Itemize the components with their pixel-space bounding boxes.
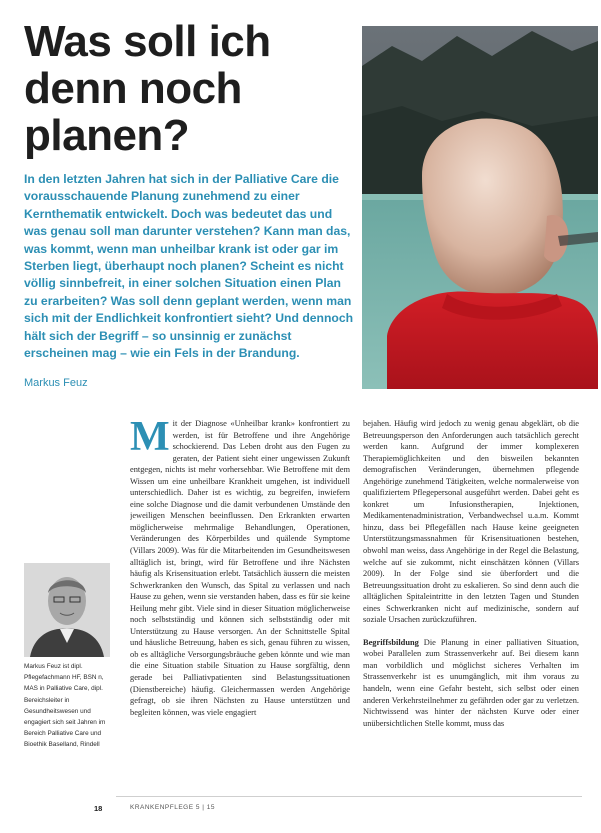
portrait-illustration [24,563,110,657]
body-paragraph [130,418,350,718]
title-line: planen? [24,111,190,160]
footer-divider [116,796,582,797]
title-line: denn noch [24,64,242,113]
photo-illustration [362,26,598,389]
article-column-2 [363,418,579,800]
article-title [24,18,354,159]
magazine-name: KRANKENPFLEGE 5 | 15 [130,804,216,811]
elderly-man-lake-photo [362,26,598,389]
body-paragraph [363,637,579,729]
page-number: 18 [94,804,103,813]
drop-cap: M [130,418,170,460]
body-text: Die Planung in einer palliativen Situation, wobei Parallelen zum Strassenverkehr auf. Bei diesem kann man vorbildlich und möglichst sicheres Verhalten im Strassenverkehr ist es unumgänglich, mit ihm voraus zu handeln, wenn eine Gefahr besteht, sich selbst oder einen anderen Verkehrsteilnehmer zu gefährden oder gar zu verletzen. Nichtwissend was hinter der nächsten Kurve oder einer unübersichtlichen Stelle kommt, muss das [363,637,579,728]
title-line: Was soll ich [24,17,271,66]
author-portrait [24,563,110,657]
subheading: Begriffsbildung [363,637,419,647]
article-column-1 [130,418,350,780]
body-paragraph: bejahen. Häufig wird jedoch zu wenig genau abgeklärt, ob die Betreuungsperson den Anforderungen auch tatsächlich gerecht werden kann. Aufgrund der immer komplexeren Therapiemöglichkeiten und den bisweilen bekannten demografischen Veränderungen, übernehmen pflegende Angehörige zunehmend Tätigkeiten, welche normalerweise von qualifiziertem Pflegepersonal ausgeführt werden. Dabei geht es konkret um Infusionstherapien, Injektionen, Medikamentenadministration, Verbandwechsel u.a.m. Kommt hinzu, dass bei Pflegefällen nach Hause keine geeigneten Unterstützungsmassnahmen für Krisensituationen bestehen, obwohl man weiss, dass Angehörige in der Regel die Belastung, welche auf sie zukommt, nicht einschätzen können (Villars 2009). In der Folge sind sie überfordert und die Betreuungssituation droht zu eskalieren. So sind denn auch die alltäglichen Spitaleintritte in den letzten Tagen und Stunden eines Schwerkranken nicht auf medizinische, sondern auf soziale Ursachen zurückzuführen. [363,419,579,625]
author-name: Markus Feuz [24,377,88,389]
author-bio: Markus Feuz ist dipl. Pflegefachmann HF, BSN n, MAS in Palliative Care, dipl. Bereichsleiter in Gesundheitswesen und engagiert sich seit Jahren im Bereich Palliative Care und Bioethik Baselland, Rindell [24,663,106,749]
body-text: it der Diagnose «Unheilbar krank» konfrontiert zu werden, ist für Betroffene und ihre Angehörige schockierend. Das Leben droht aus den Fugen zu geraten, der Patient sieht einer ungewissen Zukunft entgegen, nichts ist mehr vorhersehbar. Wie Betroffene mit dem Wissen um eine unheilbare Krankheit umgehen, ist individuell unterschiedlich. Daher ist es wichtig, zu begreifen, inwiefern eine solche Diagnose und die damit verbundenen Umstände den jeweiligen Menschen beeinflussen. Den Erkrankten erwarten möglicherweise mehrmalige Behandlungen, Operationen, Veränderungen des Körperbildes und quälende Symptome (Villars 2009). Was für die Mitarbeitenden im Gesundheitswesen alltäglich ist, bringt, wird für Betroffene und ihre Nächsten häufig als Krisensituation erlebt. Tatsächlich äussern die meisten Schwerkranken den Wunsch, das Spital zu verlassen und nach Hause zu gehen, wenn sie verstanden haben, dass es für sie keine Heilung mehr gibt. Viele sind in dieser Situation möglicherweise noch selbstständig und können sich selbstständig oder mit Unterstützung zu Hause versorgen. An der Schnittstelle Spital und häusliche Betreuung, haben es sich, genau führen zu wissen, ob es alltägliche Versorgungsbräuche geben könnte und wie man die eine Situation stabile Situation zu Hause sorgfältig, denn gerade bei Palliativpatienten sind Belastungssituationen (Dienstbereiche) häufig. Gleichermassen werden Angehörige gefragt, ob sie ihren Nächsten zu Hause unterstützen und begleiten können, was viele engagiert [130,419,350,717]
lead-paragraph: In den letzten Jahren hat sich in der Palliative Care die vorausschauende Planung zunehmend zu einer Kernthematik entwickelt. Doch was bedeutet das und was genau soll man darunter verstehen? Kann man das, was kommt, wenn man unheilbar krank ist oder gar im Sterben liegt, überhaupt noch planen? Scheint es nicht völlig sinnbefreit, in einer solchen Situation einen Plan zu erarbeiten? Was soll denn geplant werden, wenn man sich mit der Endlichkeit konfrontiert sieht? Und dennoch hält sich der Begriff – so unsinnig er zunächst erscheinen mag – wie ein Fels in der Brandung. [24,172,354,361]
